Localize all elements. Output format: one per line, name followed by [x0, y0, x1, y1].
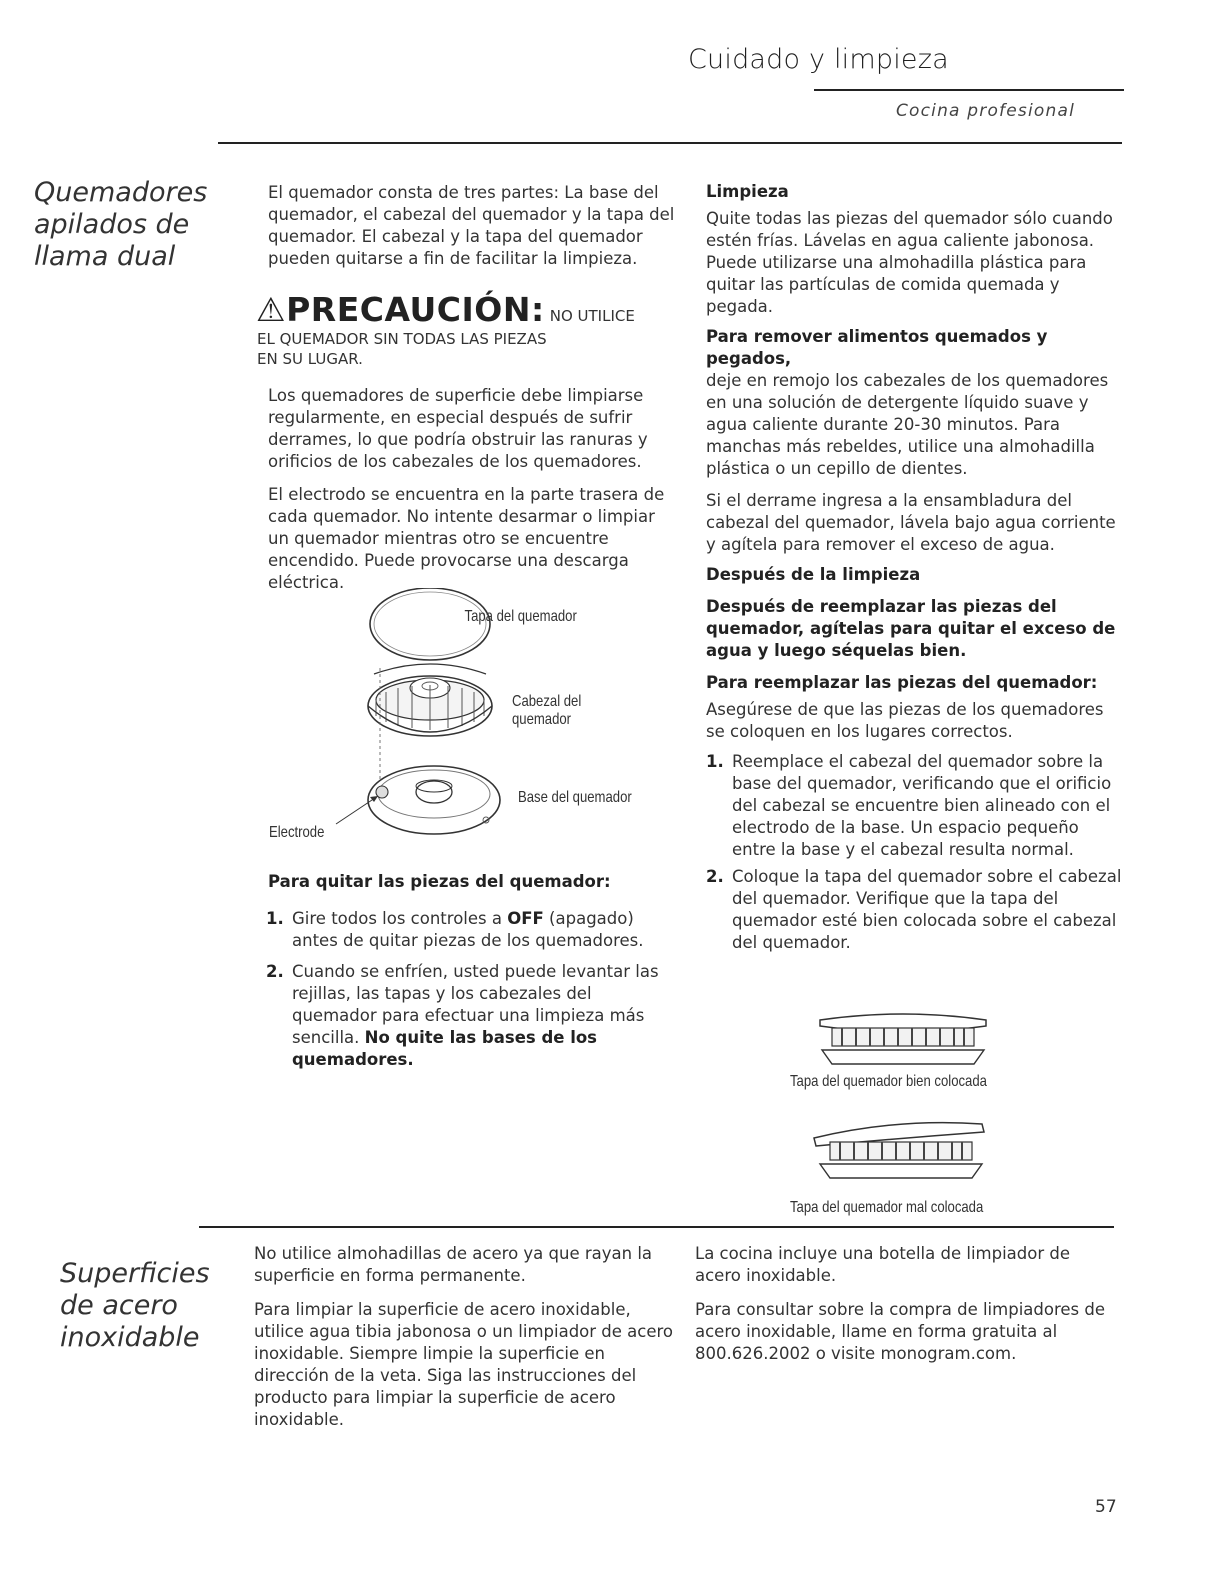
section-heading-line: de acero	[60, 1290, 178, 1321]
remove-parts-heading: Para quitar las piezas del quemador:	[268, 872, 611, 891]
list-item	[266, 908, 666, 952]
cap-incorrect-drawing	[806, 1118, 992, 1184]
section-heading-line: apilados de	[34, 209, 190, 240]
burner-base-drawing	[368, 766, 500, 834]
reemplazar-paragraph: Asegúrese de que las piezas de los quemadores se coloquen en los lugares correctos.	[706, 700, 1104, 741]
step-number: 1.	[706, 752, 724, 771]
cleaning-paragraph	[268, 385, 678, 473]
section-divider	[218, 142, 1122, 144]
section-heading-burners	[34, 177, 224, 273]
caution-word: PRECAUCIÓN:	[286, 290, 545, 329]
caution-lead: NO UTILICE	[549, 307, 635, 325]
product-name: Cocina profesional	[895, 101, 1075, 121]
paragraph: No utilice almohadillas de acero ya que rayan la superficie en forma permanente.	[254, 1244, 653, 1285]
paragraph: Los quemadores de superficie debe limpiarse regularmente, en especial después de sufrir derrames, lo que podría obstruir las ranuras y orificios de los cabezales de los quemadores.	[268, 386, 648, 471]
step-number: 2.	[266, 962, 284, 981]
head-label-line1: Cabezal del	[512, 692, 582, 711]
caption-cap-correct: Tapa del quemador bien colocada	[790, 1073, 987, 1090]
step-text: Cuando se enfríen, usted puede levantar las rejillas, las tapas y los cabezales del quemador para efectuar una limpieza más sencilla.	[292, 962, 659, 1047]
step-number: 2.	[706, 867, 724, 886]
step-text: Reemplace el cabezal del quemador sobre la base del quemador, verificando que el orificio del cabezal se encuentre bien alineado con el electrodo de la base. Un espacio pequeño entre la base y el cabezal resulta normal.	[732, 752, 1112, 859]
step-text: Coloque la tapa del quemador sobre el cabezal del quemador. Verifique que la tapa del quemador esté bien colocada sobre el cabezal del quemador.	[732, 867, 1122, 952]
right-column	[706, 181, 1124, 963]
reemplazar-steps	[706, 751, 1124, 954]
despues-bold-paragraph: Después de reemplazar las piezas del quemador, agítelas para quitar el exceso de agua y luego séquelas bien.	[706, 597, 1116, 660]
section-divider	[199, 1226, 1114, 1228]
reemplazar-heading: Para reemplazar las piezas del quemador:	[706, 673, 1098, 692]
warning-icon: ⚠	[256, 290, 287, 329]
list-item	[706, 866, 1124, 954]
caption-cap-incorrect: Tapa del quemador mal colocada	[790, 1199, 984, 1216]
limpieza-heading: Limpieza	[706, 182, 789, 201]
intro-paragraph: El quemador consta de tres partes: La base del quemador, el cabezal del quemador y la tapa del quemador. El cabezal y la tapa del quemador pueden quitarse a fin de facilitar la limpieza.	[268, 183, 675, 268]
remover-paragraph: deje en remojo los cabezales de los quemadores en una solución de detergente líquido suave y agua caliente durante 20-30 minutos. Para manchas más rebeldes, utilice una almohadilla plástica o un cepillo de dientes.	[706, 371, 1109, 478]
base-label: Base del quemador	[518, 788, 632, 807]
paragraph: La cocina incluye una botella de limpiador de acero inoxidable.	[695, 1244, 1070, 1285]
electrode-label: Electrode	[269, 823, 325, 842]
header-rule	[814, 89, 1124, 91]
step-text: Gire todos los controles a	[292, 909, 508, 928]
step-text-bold: OFF	[507, 909, 544, 928]
paragraph: Para consultar sobre la compra de limpiadores de acero inoxidable, llame en forma gratuita al 800.626.2002 o visite monogram.com.	[695, 1300, 1105, 1363]
section-heading-line: inoxidable	[60, 1322, 200, 1353]
section-heading-stainless	[60, 1258, 210, 1354]
paragraph: Para limpiar la superficie de acero inoxidable, utilice agua tibia jabonosa o un limpiador de acero inoxidable. Siempre limpie la superficie en dirección de la veta. Siga las instrucciones del producto para limpiar la superficie de acero inoxidable.	[254, 1300, 674, 1429]
limpieza-paragraph: Quite todas las piezas del quemador sólo cuando estén frías. Lávelas en agua caliente jabonosa. Puede utilizarse una almohadilla plástica para quitar las partículas de comida quemada y pegada.	[706, 209, 1113, 316]
section-heading-line: llama dual	[34, 241, 176, 272]
derrame-paragraph: Si el derrame ingresa a la ensambladura del cabezal del quemador, lávela bajo agua corriente y agítela para remover el exceso de agua.	[706, 491, 1116, 554]
section-heading-line: Quemadores	[34, 177, 208, 208]
cap-correct-drawing	[812, 1010, 994, 1072]
stainless-right-column	[695, 1243, 1105, 1365]
section-heading-line: Superficies	[60, 1258, 210, 1289]
burner-parts-diagram	[262, 588, 682, 848]
head-label-line2: quemador	[512, 710, 572, 729]
page-section-title: Cuidado y limpieza	[688, 44, 949, 75]
caution-line: EL QUEMADOR SIN TODAS LAS PIEZAS	[257, 330, 547, 348]
caution-block	[256, 290, 686, 369]
step-number: 1.	[266, 909, 284, 928]
burner-head-drawing	[368, 664, 492, 736]
stainless-left-column	[254, 1243, 674, 1431]
page-number: 57	[1095, 1497, 1117, 1517]
remover-heading: Para remover alimentos quemados y pegados,	[706, 327, 1048, 368]
despues-heading: Después de la limpieza	[706, 565, 921, 584]
cap-label: Tapa del quemador	[464, 607, 577, 626]
list-item	[706, 751, 1124, 861]
list-item	[266, 961, 666, 1071]
step-text-bold: No quite las bases de los quemadores.	[292, 1028, 598, 1069]
step-text: (apagado) antes de quitar piezas de los quemadores.	[292, 909, 644, 950]
electrode-paragraph	[268, 484, 678, 594]
remove-steps	[266, 908, 666, 1080]
burner-intro	[268, 182, 688, 270]
paragraph: El electrodo se encuentra en la parte trasera de cada quemador. No intente desarmar o limpiar un quemador mientras otro se encuentre encendido. Puede provocarse una descarga eléctrica.	[268, 485, 665, 592]
caution-line: EN SU LUGAR.	[257, 350, 363, 368]
